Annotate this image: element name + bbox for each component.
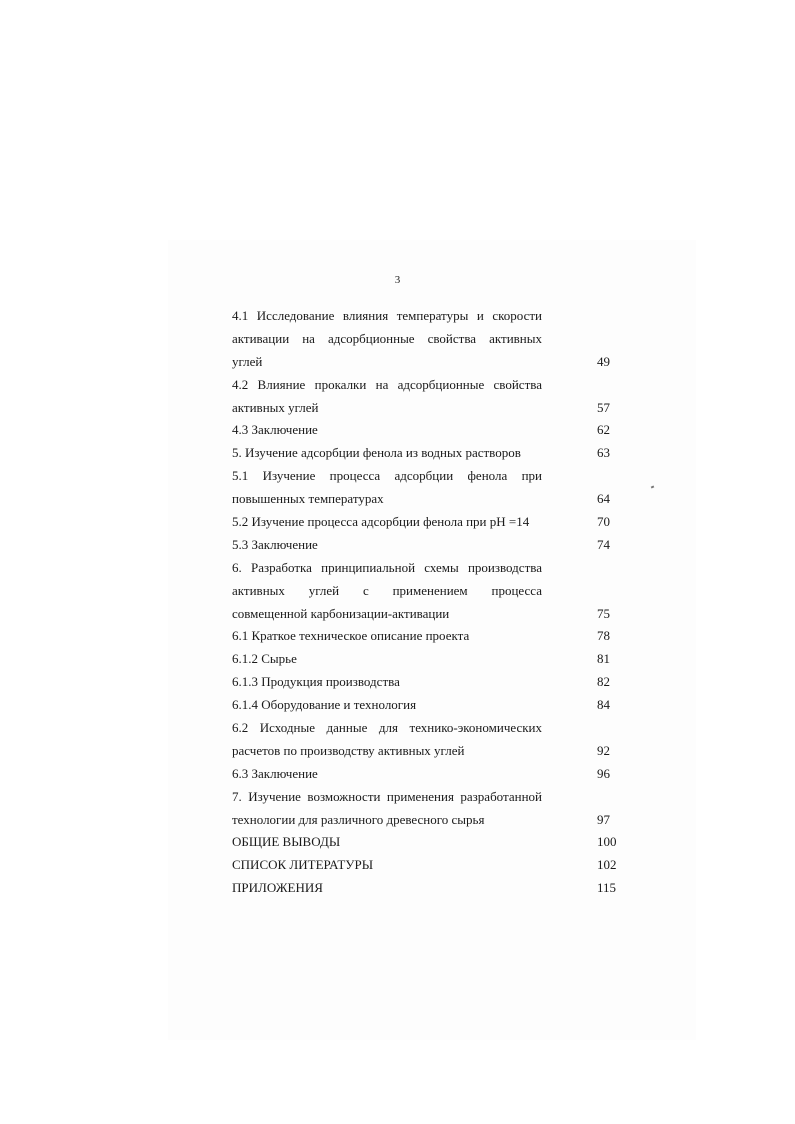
toc-entry-text: активных углей	[232, 399, 319, 415]
toc-entry-text: углей	[232, 353, 263, 369]
toc-line	[232, 625, 627, 648]
toc-page-number: 96	[597, 765, 610, 781]
toc-page-number: 74	[597, 536, 610, 552]
toc-line	[232, 831, 627, 854]
toc-page-number: 84	[597, 697, 610, 713]
toc-page-number: 82	[597, 674, 610, 690]
toc-line	[232, 854, 627, 877]
toc-page-number: 97	[597, 811, 610, 827]
toc-entry-text: 6.1.2 Сырье	[232, 651, 297, 667]
table-of-contents	[232, 305, 627, 900]
toc-entry-text: ПРИЛОЖЕНИЯ	[232, 880, 323, 896]
toc-page-number: 64	[597, 491, 610, 507]
toc-page-number: 115	[597, 880, 617, 896]
toc-entry-text: повышенных температурах	[232, 491, 384, 507]
toc-line	[232, 351, 627, 374]
toc-line	[232, 717, 627, 740]
toc-entry-text: 5.1 Изучение процесса адсорбции фенола при	[232, 468, 542, 484]
toc-line	[232, 763, 627, 786]
toc-page-number: 49	[597, 353, 610, 369]
toc-page-number: 75	[597, 605, 610, 621]
toc-line	[232, 397, 627, 420]
toc-line	[232, 603, 627, 626]
toc-line	[232, 671, 627, 694]
toc-page-number: 102	[597, 857, 617, 873]
toc-line	[232, 786, 627, 809]
toc-line	[232, 809, 627, 832]
toc-line	[232, 465, 627, 488]
toc-entry-text: 6.1 Краткое техническое описание проекта	[232, 628, 470, 644]
toc-line	[232, 305, 627, 328]
toc-entry-text: СПИСОК ЛИТЕРАТУРЫ	[232, 857, 374, 873]
toc-line	[232, 648, 627, 671]
toc-entry-text: 6. Разработка принципиальной схемы производства	[232, 559, 542, 575]
toc-entry-text: 7. Изучение возможности применения разработанной	[232, 788, 542, 804]
toc-page-number: 81	[597, 651, 610, 667]
toc-entry-text: 5.3 Заключение	[232, 536, 318, 552]
page-number: 3	[394, 274, 401, 286]
toc-entry-text: ОБЩИЕ ВЫВОДЫ	[232, 834, 341, 850]
toc-line	[232, 694, 627, 717]
toc-entry-text: 6.1.4 Оборудование и технология	[232, 697, 417, 713]
toc-line	[232, 557, 627, 580]
toc-entry-text: 4.1 Исследование влияния температуры и скорости	[232, 308, 542, 323]
toc-page-number: 78	[597, 628, 610, 644]
toc-entry-text: 6.3 Заключение	[232, 765, 318, 781]
toc-entry-text: технологии для различного древесного сырья	[232, 811, 485, 827]
toc-entry-text: активации на адсорбционные свойства активных	[232, 330, 542, 346]
toc-entry-text: 6.2 Исходные данные для технико-экономических	[232, 720, 542, 736]
toc-line	[232, 442, 627, 465]
toc-entry-text: 6.1.3 Продукция производства	[232, 674, 400, 690]
toc-line	[232, 580, 627, 603]
toc-entry-text: 5.2 Изучение процесса адсорбции фенола при pH =14	[232, 514, 530, 530]
toc-line	[232, 877, 627, 900]
toc-line	[232, 419, 627, 442]
toc-page-number: 57	[597, 399, 610, 415]
toc-entry-text: активных углей с применением процесса	[232, 582, 542, 598]
toc-line	[232, 511, 627, 534]
toc-line	[232, 534, 627, 557]
toc-page-number: 100	[597, 834, 617, 850]
toc-line	[232, 374, 627, 397]
toc-page-number: 63	[597, 445, 610, 461]
toc-page-number: 92	[597, 742, 610, 758]
toc-entry-text: 5. Изучение адсорбции фенола из водных растворов	[232, 445, 521, 461]
toc-entry-text: 4.2 Влияние прокалки на адсорбционные свойства	[232, 376, 542, 392]
toc-entry-text: совмещенной карбонизации-активации	[232, 605, 450, 621]
toc-line	[232, 328, 627, 351]
toc-entry-text: расчетов по производству активных углей	[232, 742, 465, 758]
toc-line	[232, 488, 627, 511]
toc-entry-text: 4.3 Заключение	[232, 422, 318, 438]
toc-line	[232, 740, 627, 763]
toc-page-number: 70	[597, 514, 610, 530]
toc-page-number: 62	[597, 422, 610, 438]
